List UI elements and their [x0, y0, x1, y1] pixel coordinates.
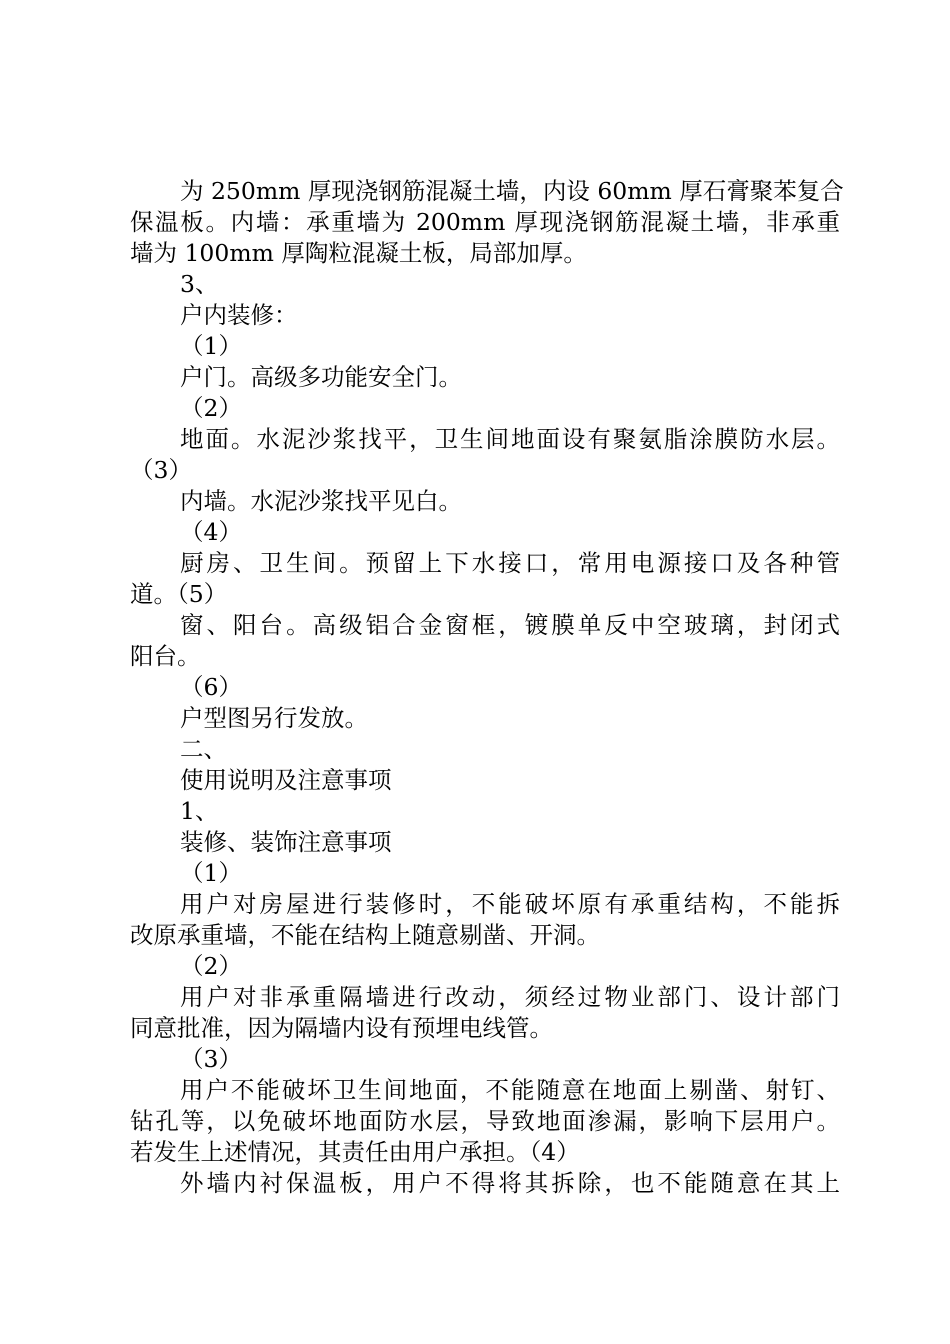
- text-line: 用户不能破坏卫生间地面，不能随意在地面上剔凿、射钉、: [180, 1076, 840, 1104]
- text-line: 使用说明及注意事项: [180, 766, 392, 794]
- text-line: 二、: [180, 735, 227, 763]
- text-line: 1、: [180, 797, 219, 825]
- text-line: （2）: [180, 394, 242, 422]
- text-line: （3）: [130, 456, 192, 484]
- text-line: （6）: [180, 673, 242, 701]
- text-line: 改原承重墙，不能在结构上随意剔凿、开洞。: [130, 921, 600, 949]
- text-line: 外墙内衬保温板，用户不得将其拆除，也不能随意在其上: [180, 1169, 840, 1197]
- text-line: 内墙。水泥沙浆找平见白。: [180, 487, 462, 515]
- text-line: 阳台。: [130, 642, 201, 670]
- text-line: 用户对房屋进行装修时，不能破坏原有承重结构，不能拆: [180, 890, 840, 918]
- text-line: 户型图另行发放。: [180, 704, 368, 732]
- text-line: （2）: [180, 952, 242, 980]
- text-line: 地面。水泥沙浆找平，卫生间地面设有聚氨脂涂膜防水层。: [180, 425, 840, 453]
- text-line: （4）: [180, 518, 242, 546]
- text-line: 保温板。内墙：承重墙为 200mm 厚现浇钢筋混凝土墙，非承重: [130, 208, 840, 236]
- text-line: 装修、装饰注意事项: [180, 828, 392, 856]
- text-line: 道。（5）: [130, 580, 228, 608]
- text-line: 户门。高级多功能安全门。: [180, 363, 462, 391]
- text-line: 若发生上述情况，其责任由用户承担。（4）: [130, 1138, 580, 1166]
- text-line: 用户对非承重隔墙进行改动，须经过物业部门、设计部门: [180, 983, 840, 1011]
- text-line: 钻孔等，以免破坏地面防水层，导致地面渗漏，影响下层用户。: [130, 1107, 840, 1135]
- text-line: 3、: [180, 270, 219, 298]
- text-line: 户内装修：: [180, 301, 298, 329]
- text-line: 为 250mm 厚现浇钢筋混凝土墙，内设 60mm 厚石膏聚苯复合: [180, 177, 844, 205]
- text-line: （3）: [180, 1045, 242, 1073]
- text-line: 厨房、卫生间。预留上下水接口，常用电源接口及各种管: [180, 549, 840, 577]
- text-line: 窗、阳台。高级铝合金窗框，镀膜单反中空玻璃，封闭式: [180, 611, 840, 639]
- text-line: 同意批准，因为隔墙内设有预埋电线管。: [130, 1014, 553, 1042]
- text-line: （1）: [180, 859, 242, 887]
- text-line: 墙为 100mm 厚陶粒混凝土板，局部加厚。: [130, 239, 587, 267]
- text-line: （1）: [180, 332, 242, 360]
